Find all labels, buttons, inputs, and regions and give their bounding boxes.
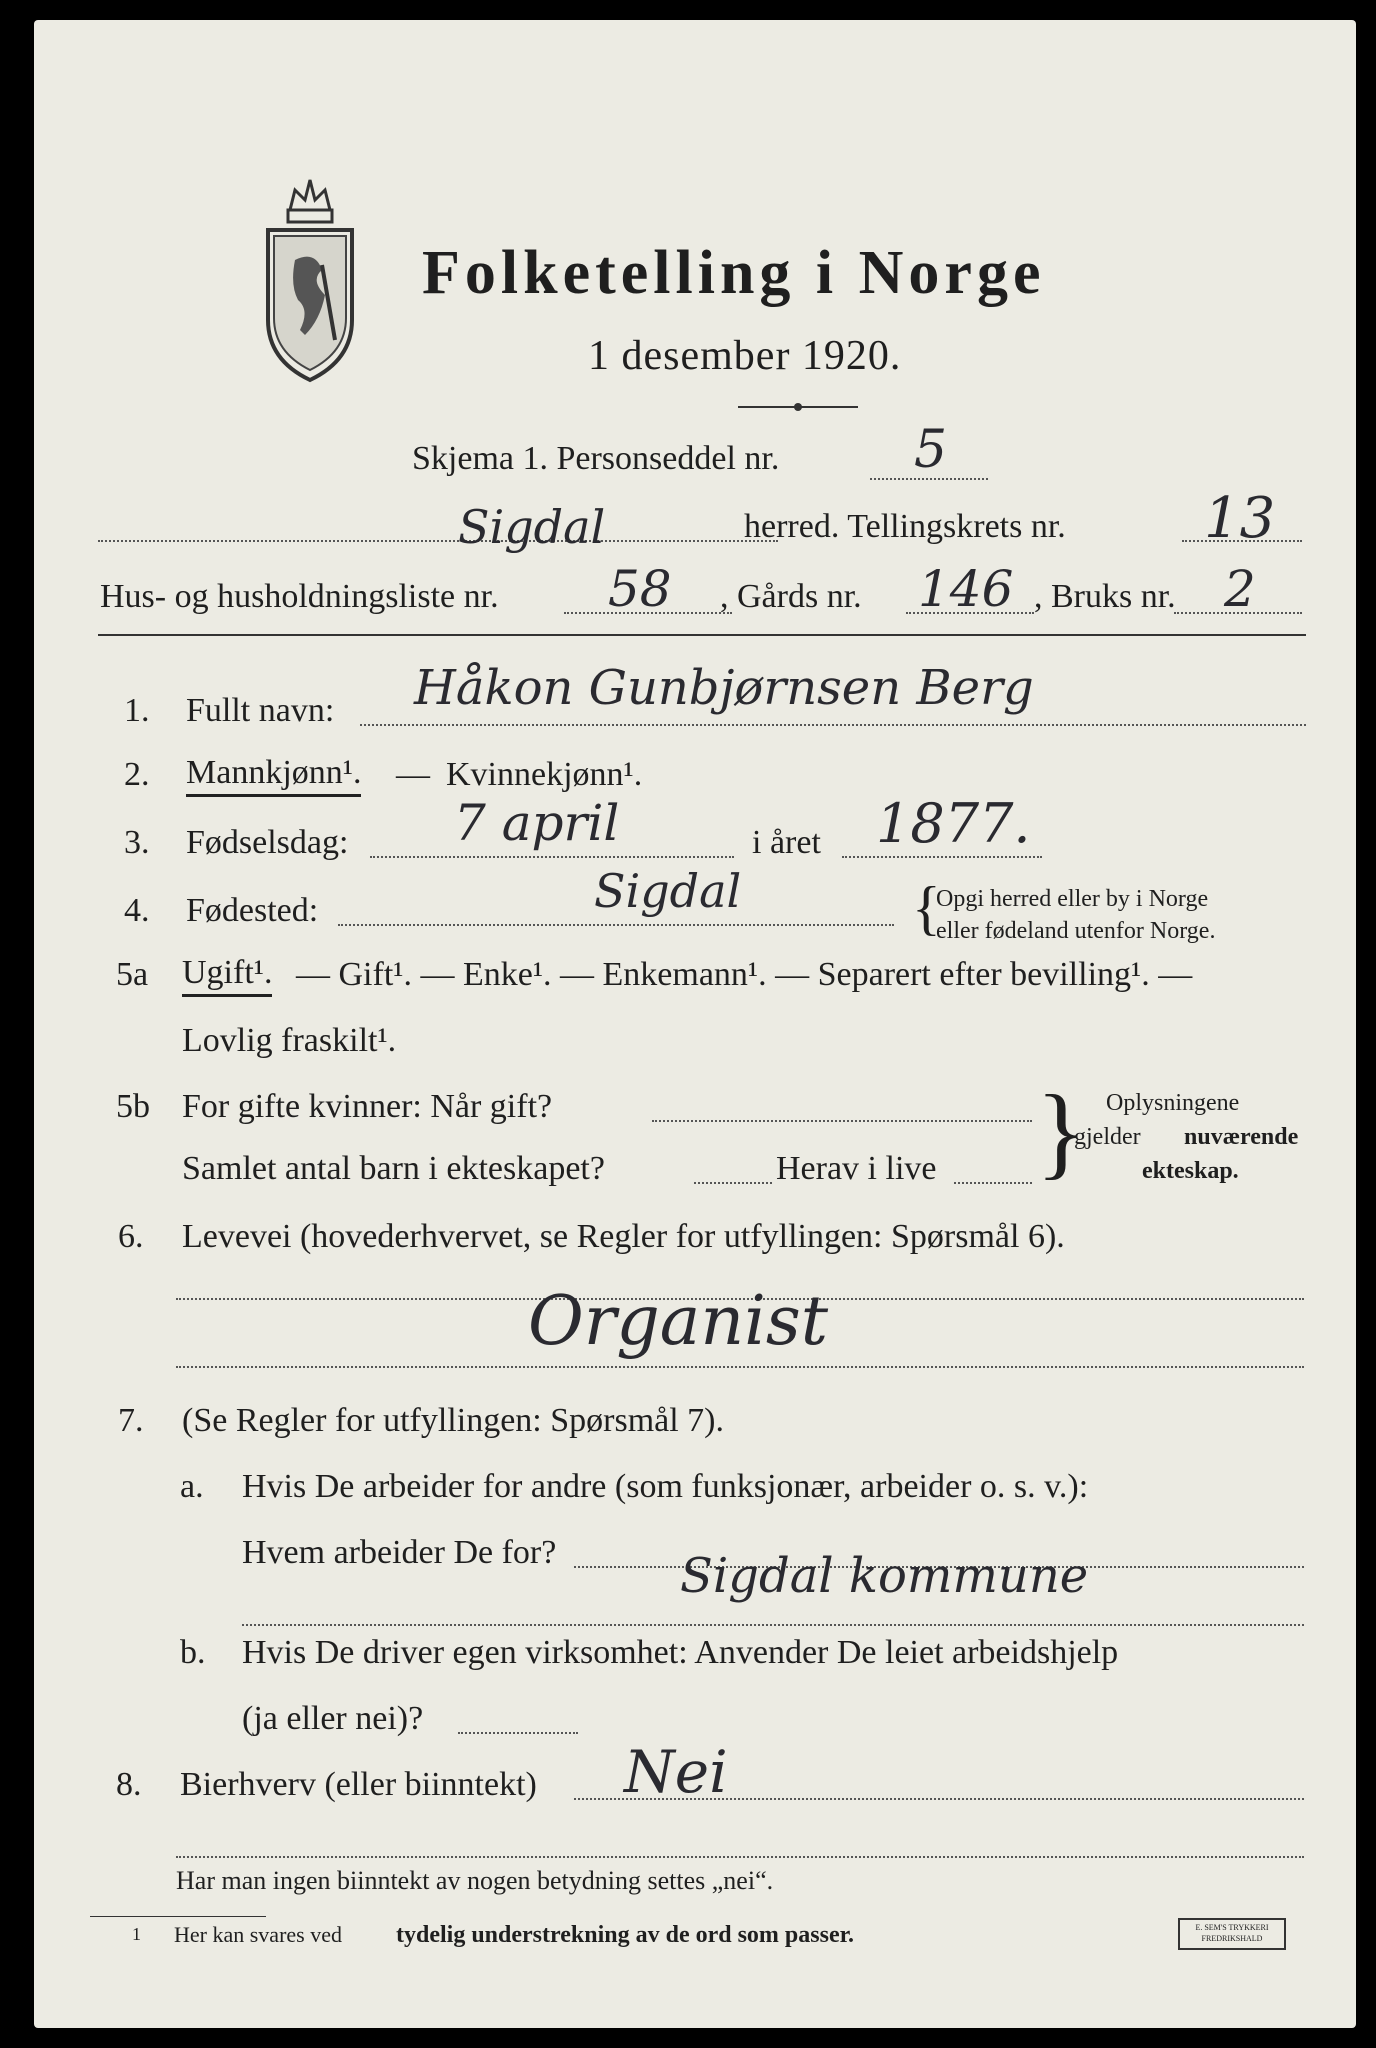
gender-sep: — [396,756,430,793]
q5b-note-3: ekteskap. [1142,1158,1239,1184]
q4-note-2: eller fødeland utenfor Norge. [936,918,1216,944]
tellingskrets-nr: 13 [1204,486,1276,551]
year-line [842,856,1042,858]
bruks-label: , Bruks nr. [1034,578,1176,615]
q1-line [360,724,1306,726]
footnote-rule [90,1916,266,1917]
gards-nr: 146 [918,560,1014,618]
q5b-note-2a: gjelder [1074,1124,1141,1150]
q5b-line1: For gifte kvinner: Når gift? [182,1088,553,1125]
hus-label: Hus- og husholdningsliste nr. [100,578,499,615]
q4-label: Fødested: [186,892,319,929]
q7a-line1: Hvis De arbeider for andre (som funksjonær, arbeider o. s. v.): [242,1468,1089,1505]
q7-label: (Se Regler for utfyllingen: Spørsmål 7). [182,1402,725,1439]
q5b-children-line [694,1182,772,1184]
q4-note-1: Opgi herred eller by i Norge [936,886,1209,912]
printer-stamp-line2: FREDRIKSHALD [1201,1934,1263,1943]
ornament-divider [738,400,858,414]
q8-number: 8. [116,1766,142,1803]
q7b-line2: (ja eller nei)? [242,1700,424,1737]
q8-line-2 [176,1856,1304,1858]
bruks-nr: 2 [1224,560,1256,618]
q5b-number: 5b [116,1088,150,1125]
gards-label: , Gårds nr. [720,578,862,615]
q3-number: 3. [124,824,150,861]
printer-stamp [1178,1918,1286,1950]
census-form [34,20,1356,2028]
q5b-married-line [652,1120,1032,1122]
herred-line [98,540,778,542]
coat-of-arms-icon [260,170,360,390]
q5b-alive-line [954,1182,1032,1184]
full-name-value: Håkon Gunbjørnsen Berg [414,660,1034,716]
gender-male: Mannkjønn¹. [186,754,361,797]
birthplace-value: Sigdal [594,864,742,918]
year-label: i året [752,824,821,861]
q2-number: 2. [124,756,150,793]
q1-label: Fullt navn: [186,692,335,729]
occupation-value: Organist [528,1282,829,1361]
q7b-line1: Hvis De driver egen virksomhet: Anvender De leiet arbeidshjelp [242,1634,1119,1671]
status-ugift: Ugift¹. [182,954,272,997]
q7b-letter: b. [180,1634,206,1671]
header-divider [98,634,1306,636]
birthdate-value: 7 april [454,794,620,852]
form-title: Folketelling i Norge [422,239,1046,307]
q5b-herav: Herav i live [776,1150,937,1187]
printer-stamp-line1: E. SEM'S TRYKKERI [1195,1923,1269,1932]
q7b-line [458,1732,578,1734]
q5b-brace: } [1036,1074,1086,1189]
census-date: 1 desember 1920. [588,333,902,379]
q4-number: 4. [124,892,150,929]
q3-label: Fødselsdag: [186,824,349,861]
q7-number: 7. [118,1402,144,1439]
employer-value: Sigdal kommune [680,1548,1089,1604]
q1-number: 1. [124,692,150,729]
birth-year-value: 1877. [876,792,1031,855]
q3-line [370,856,734,858]
personseddel-nr: 5 [914,420,948,480]
q6-line-2 [176,1366,1304,1368]
q4-brace: { [912,875,941,941]
q5b-note-1: Oplysningene [1106,1090,1240,1116]
footnote-marker: 1 [132,1924,141,1944]
q6-label: Levevei (hovederhvervet, se Regler for utfyllingen: Spørsmål 6). [182,1218,1065,1255]
footnote-text-a: Her kan svares ved [174,1922,342,1947]
q5b-note-2b: nuværende [1184,1124,1299,1150]
gender-female: Kvinnekjønn¹. [446,756,643,793]
skjema-label: Skjema 1. Personseddel nr. [412,440,780,477]
q5b-line2: Samlet antal barn i ekteskapet? [182,1150,605,1187]
q4-line [338,924,894,926]
q7a-line2: Hvem arbeider De for? [242,1534,557,1571]
footnote-text-b: tydelig understrekning av de ord som passer. [396,1922,855,1948]
q7a-line-2 [242,1624,1304,1626]
nei-instruction: Har man ingen biinntekt av nogen betydning settes „nei“. [176,1866,774,1895]
q7a-letter: a. [180,1468,204,1505]
herred-label: herred. Tellingskrets nr. [744,508,1066,545]
side-income-value: Nei [624,1738,728,1806]
status-others: — Gift¹. — Enke¹. — Enkemann¹. — Separert efter bevilling¹. — [296,956,1193,993]
q6-number: 6. [118,1218,144,1255]
herred-value: Sigdal [458,500,606,554]
hus-nr: 58 [608,560,672,618]
q5a-number: 5a [116,956,149,993]
status-fraskilt: Lovlig fraskilt¹. [182,1022,397,1059]
q8-label: Bierhverv (eller biinntekt) [180,1766,537,1803]
